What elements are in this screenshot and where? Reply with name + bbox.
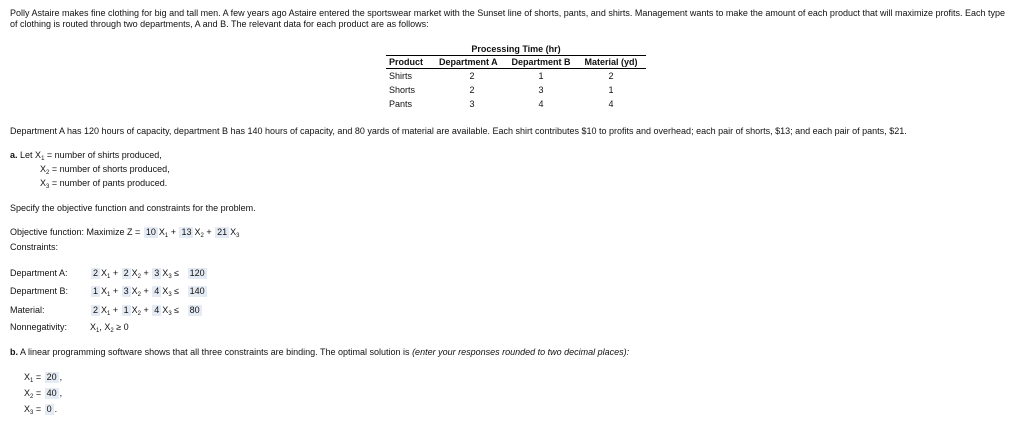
table-header-dept-a: Department A [439,57,498,67]
table-header-material: Material (yd) [584,57,638,67]
capacity-text: Department A has 120 hours of capacity, department B has 140 hours of capacity, and 80 yards of material are available. Each shirt contributes $10 to profits and overhead; each pair of shorts, $13; and each pair of pants, $21. [10,126,907,136]
def-x3-line: $X_3$ = number of pants produced. [40,178,168,190]
table-caption: Processing Time (hr) [471,44,561,54]
objective-function-line: Objective function: Maximize Z = 10 $X_1 + 13$ $X_2 + 21$ $X_3$ [10,227,240,239]
table-cell: 4 [608,99,614,109]
constraint-dept-a: 2 $X_1 + 2$ $X_2 + 3$ $X_3 \le 120$ [93,268,205,280]
def-x1-text: = number of shirts produced, [46,150,162,160]
material-coef-x3-input[interactable]: 4 [154,305,160,315]
material-coef-x2-input[interactable]: 1 [123,305,129,315]
table-header-row [386,55,646,69]
objective-label: Objective function: Maximize Z = [10,227,141,237]
table-header-dept-b: Department B [511,57,571,67]
dept-a-coef-x1-input[interactable]: 2 [93,268,99,278]
table-cell: 2 [469,85,475,95]
table-cell: 1 [538,71,544,81]
def-x3-text: = number of pants produced. [51,178,168,188]
part-b-label: b. [10,347,18,357]
material-coef-x1-input[interactable]: 2 [93,305,99,315]
answer-x1-line: $X_1 = 20$ , [24,372,63,384]
table-row [386,83,646,97]
part-b-text: A linear programming software shows that all three constraints are binding. The optimal solution is [20,347,410,357]
table-cell: Pants [389,99,413,109]
answer-x2-line: $X_2 = 40$ , [24,388,63,400]
table-cell: 3 [538,85,544,95]
dept-b-coef-x3-input[interactable]: 4 [154,286,160,296]
dept-b-coef-x1-input[interactable]: 1 [93,286,99,296]
table-cell: 1 [608,85,614,95]
let-text: Let [20,150,33,160]
nonnegativity-constraint: $X_1$, $X_2 \ge 0$ [90,322,129,334]
dept-b-coef-x2-input[interactable]: 3 [123,286,129,296]
table-cell: Shorts [389,85,416,95]
answer-x1-input[interactable]: 20 [46,372,57,382]
obj-coef-x2-input[interactable]: 13 [181,227,192,237]
constraint-label-dept-a: Department A: [10,268,68,278]
part-b-line [10,347,629,357]
table-cell: 3 [469,99,475,109]
table-cell: 2 [469,71,475,81]
def-x2-text: = number of shorts produced, [51,164,170,174]
table-cell: 2 [608,71,614,81]
material-rhs-input[interactable]: 80 [189,305,200,315]
dept-b-rhs-input[interactable]: 140 [189,286,205,296]
def-x2-line: $X_2$ = number of shorts produced, [40,164,170,176]
table-cell: 4 [538,99,544,109]
answer-x3-input[interactable]: 0 [46,404,52,414]
constraint-label-material: Material: [10,305,45,315]
problem-intro: Polly Astaire makes fine clothing for big and tall men. A few years ago Astaire entered the sportswear market with the Sunset line of shorts, pants, and shirts. Management wants to make the amount of each product that will maximize profits. Each type of clothing is routed through two departments, A and B. The relevant data for each product are as follows: [10,8,1006,29]
nonnegativity-label: Nonnegativity: [10,322,68,332]
obj-coef-x3-input[interactable]: 21 [217,227,228,237]
constraints-label: Constraints: [10,242,59,252]
answer-x3-line: $X_3 = 0$ . [24,404,58,416]
data-table [386,43,646,111]
answer-x2-input[interactable]: 40 [46,388,57,398]
dept-a-rhs-input[interactable]: 120 [189,268,205,278]
constraint-material: 2 $X_1 + 1$ $X_2 + 4$ $X_3 \le 80$ [93,305,200,317]
table-row [386,69,646,83]
obj-coef-x1-input[interactable]: 10 [145,227,156,237]
constraint-dept-b: 1 $X_1 + 3$ $X_2 + 4$ $X_3 \le 140$ [93,286,205,298]
table-header-product: Product [389,57,424,67]
part-a-def-line: a. Let $X_1$ = number of shirts produced, [10,150,162,162]
part-a-label: a. [10,150,18,160]
table-cell: Shirts [389,71,413,81]
specify-text: Specify the objective function and constraints for the problem. [10,203,256,213]
table-row [386,97,646,111]
dept-a-coef-x3-input[interactable]: 3 [154,268,160,278]
constraint-label-dept-b: Department B: [10,286,69,296]
dept-a-coef-x2-input[interactable]: 2 [123,268,129,278]
part-b-hint: (enter your responses rounded to two decimal places): [412,347,630,357]
